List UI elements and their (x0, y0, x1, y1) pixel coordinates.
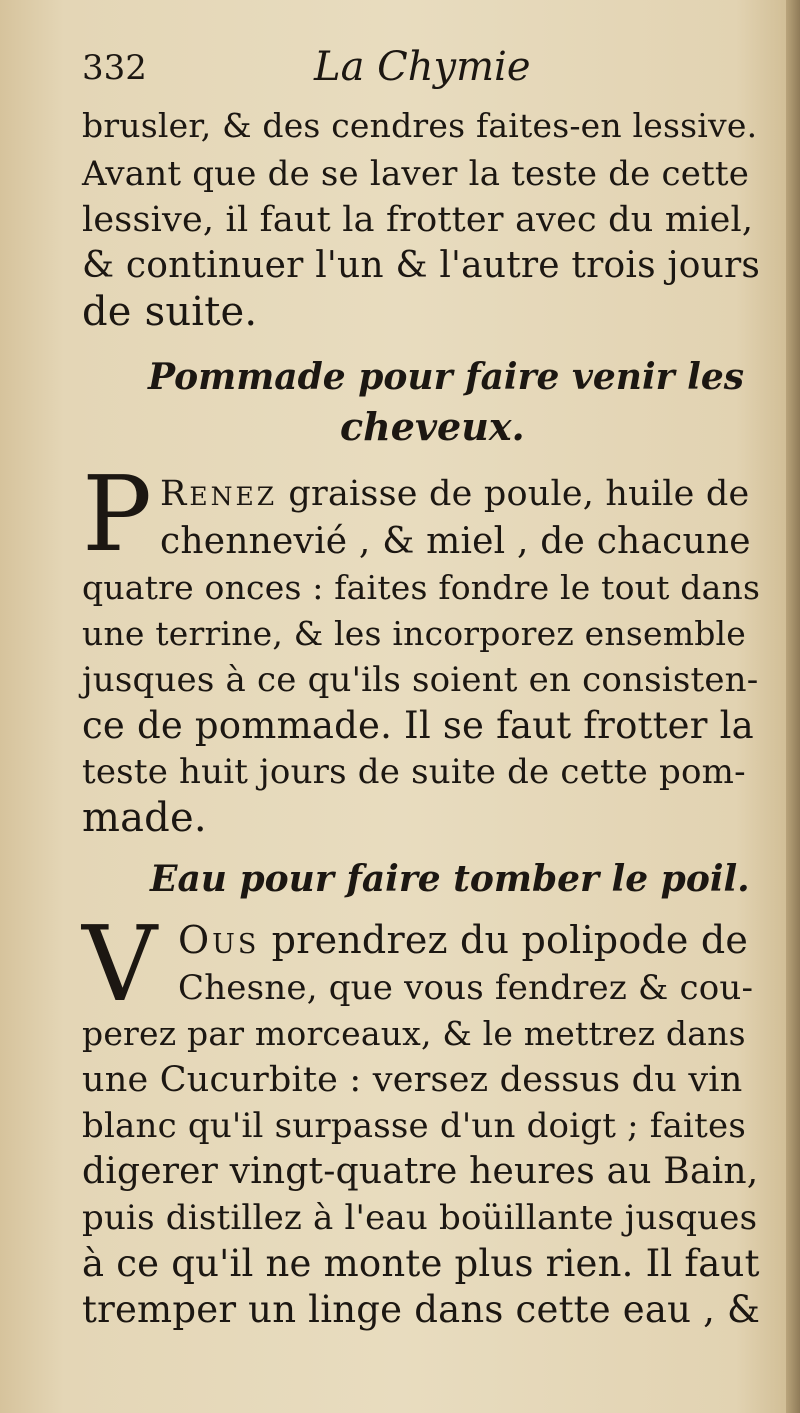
section-heading: Pommade pour faire venir les (148, 356, 745, 398)
text-line: à ce qu'il ne monte plus rien. Il faut (82, 1242, 760, 1285)
text-line: jusques à ce qu'ils soient en consisten- (82, 660, 759, 700)
first-word: Ous (178, 918, 260, 962)
text-line: ce de pommade. Il se faut frotter la (82, 704, 754, 747)
page-number: 332 (82, 48, 147, 88)
section-heading-continued: cheveux. (340, 404, 525, 449)
text-line: blanc qu'il surpasse d'un doigt ; faites (82, 1106, 746, 1146)
text-line: de suite. (82, 289, 258, 335)
running-title: La Chymie (314, 44, 531, 90)
text-line (160, 470, 749, 518)
text-line: teste huit jours de suite de cette pom- (82, 752, 746, 792)
first-line-rest: prendrez du polipode de (259, 918, 749, 962)
drop-cap: P (82, 453, 152, 575)
text-line: une Cucurbite : versez dessus du vin (82, 1060, 743, 1100)
text-line: une terrine, & les incorporez ensemble (82, 614, 747, 653)
first-line-rest: graisse de poule, huile de (277, 474, 750, 514)
text-line (178, 916, 748, 964)
text-line: Avant que de se laver la teste de cette (82, 154, 750, 194)
text-line: digerer vingt-quatre heures au Bain, (82, 1151, 759, 1192)
text-line: perez par morceaux, & le mettrez dans (82, 1014, 746, 1053)
first-word: Renez (160, 474, 278, 514)
text-line: brusler, & des cendres faites-en lessive. (82, 106, 758, 145)
page-edge (786, 0, 800, 1413)
text-line: & continuer l'un & l'autre trois jours (82, 245, 761, 286)
text-line: puis distillez à l'eau boüillante jusques (82, 1198, 758, 1238)
text-line: chennevié , & miel , de chacune (160, 521, 751, 562)
section-heading: Eau pour faire tomber le poil. (150, 858, 750, 900)
drop-cap: V (82, 903, 158, 1025)
page-header (82, 40, 742, 100)
text-line: made. (82, 795, 207, 841)
text-line: Chesne, que vous fendrez & cou- (178, 968, 754, 1008)
text-line: tremper un linge dans cette eau , & (82, 1288, 761, 1331)
text-line: quatre onces : faites fondre le tout dans (82, 568, 761, 607)
text-line: lessive, il faut la frotter avec du miel, (82, 200, 754, 240)
